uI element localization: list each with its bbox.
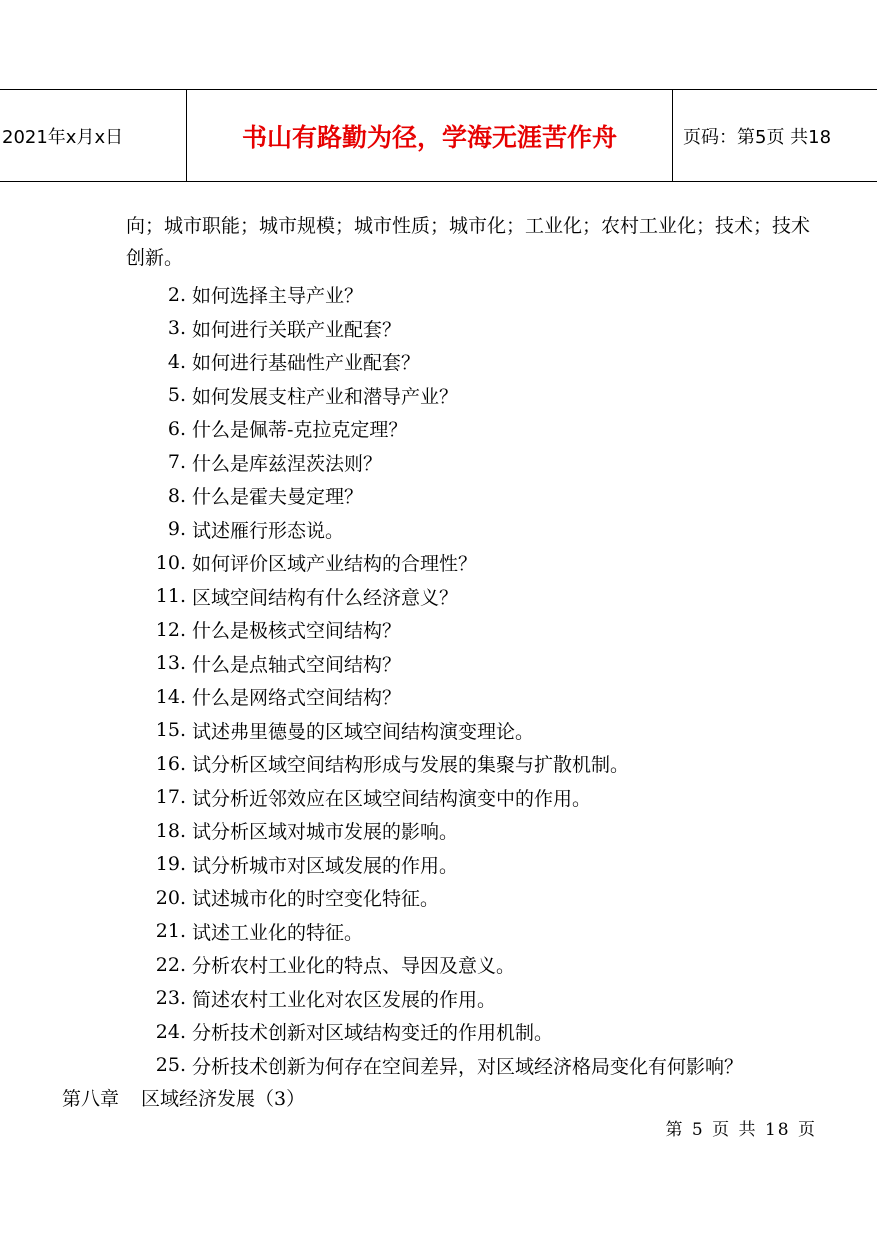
- question-item: [140, 1049, 830, 1083]
- question-item: [140, 915, 830, 949]
- question-text: 如何评价区域产业结构的合理性？: [192, 553, 478, 576]
- question-text: 简述农村工业化对农区发展的作用。: [192, 988, 497, 1011]
- question-number: 21.: [155, 920, 186, 943]
- question-item: [140, 412, 830, 446]
- question-text: 如何进行基础性产业配套？: [192, 352, 421, 375]
- question-text: 试述雁行形态说。: [192, 519, 345, 542]
- question-text: 试述城市化的时空变化特征。: [192, 888, 440, 911]
- question-text: 什么是极核式空间结构？: [192, 620, 402, 643]
- question-number: 16.: [155, 752, 186, 775]
- question-item: [140, 680, 830, 714]
- question-number: 20.: [155, 886, 186, 909]
- question-item: [140, 278, 830, 312]
- question-text: 试述工业化的特征。: [192, 921, 364, 944]
- question-number: 19.: [155, 853, 186, 876]
- question-text: 什么是网络式空间结构？: [192, 687, 402, 710]
- question-number: 25.: [155, 1054, 186, 1077]
- question-item: [140, 613, 830, 647]
- chapter-heading: [62, 1084, 305, 1111]
- question-number: 10.: [155, 551, 186, 574]
- question-text: 什么是佩蒂-克拉克定理？: [192, 419, 408, 442]
- question-item: [140, 881, 830, 915]
- question-text: 试述弗里德曼的区域空间结构演变理论。: [192, 720, 535, 743]
- header-page-number: 页码：第5页 共18: [683, 126, 832, 148]
- question-item: [140, 312, 830, 346]
- question-text: 如何选择主导产业？: [192, 285, 364, 308]
- question-text: 什么是库兹涅茨法则？: [192, 452, 383, 475]
- question-text: 分析农村工业化的特点、导因及意义。: [192, 955, 516, 978]
- question-item: [140, 781, 830, 815]
- question-text: 试分析近邻效应在区域空间结构演变中的作用。: [192, 787, 592, 810]
- question-text: 区域空间结构有什么经济意义？: [192, 586, 459, 609]
- question-number: 18.: [155, 819, 186, 842]
- header-motto: 书山有路勤为径，学海无涯苦作舟: [187, 90, 673, 181]
- question-item: [140, 546, 830, 580]
- question-number: 9.: [167, 518, 186, 541]
- question-list: [140, 278, 830, 1082]
- question-item: [140, 379, 830, 413]
- question-text: 试分析城市对区域发展的作用。: [192, 854, 459, 877]
- question-number: 11.: [155, 585, 186, 608]
- question-number: 22.: [155, 953, 186, 976]
- question-number: 12.: [155, 618, 186, 641]
- question-item: [140, 982, 830, 1016]
- question-text: 什么是霍夫曼定理？: [192, 486, 364, 509]
- question-number: 6.: [167, 417, 186, 440]
- question-text: 如何进行关联产业配套？: [192, 318, 402, 341]
- question-number: 15.: [155, 719, 186, 742]
- question-text: 试分析区域对城市发展的影响。: [192, 821, 459, 844]
- header-date: 2021年x月x日: [0, 90, 187, 181]
- question-number: 14.: [155, 685, 186, 708]
- question-text: 分析技术创新对区域结构变迁的作用机制。: [192, 1022, 554, 1045]
- question-number: 8.: [167, 484, 186, 507]
- continuation-paragraph: 向；城市职能；城市规模；城市性质；城市化；工业化；农村工业化；技术；技术创新。: [126, 215, 811, 269]
- chapter-title: 区域经济发展（3）: [141, 1088, 306, 1110]
- question-number: 24.: [155, 1020, 186, 1043]
- question-text: 分析技术创新为何存在空间差异，对区域经济格局变化有何影响？: [192, 1055, 744, 1078]
- question-text: 如何发展支柱产业和潜导产业？: [192, 385, 459, 408]
- chapter-label: 第八章: [62, 1088, 120, 1110]
- question-text: 什么是点轴式空间结构？: [192, 653, 402, 676]
- question-number: 13.: [155, 652, 186, 675]
- question-number: 4.: [167, 350, 186, 373]
- question-number: 7.: [167, 451, 186, 474]
- question-item: [140, 446, 830, 480]
- question-item: [140, 848, 830, 882]
- question-number: 23.: [155, 987, 186, 1010]
- page-header: [0, 89, 877, 182]
- page-footer: 第 5 页 共 18 页: [665, 1120, 817, 1140]
- question-item: [140, 1015, 830, 1049]
- question-item: [140, 345, 830, 379]
- question-item: [140, 647, 830, 681]
- question-item: [140, 747, 830, 781]
- question-text: 试分析区域空间结构形成与发展的集聚与扩散机制。: [192, 754, 630, 777]
- question-number: 5.: [167, 384, 186, 407]
- question-number: 2.: [167, 283, 186, 306]
- question-item: [140, 479, 830, 513]
- question-item: [140, 948, 830, 982]
- question-number: 17.: [155, 786, 186, 809]
- question-item: [140, 814, 830, 848]
- question-item: [140, 580, 830, 614]
- question-item: [140, 513, 830, 547]
- question-number: 3.: [167, 317, 186, 340]
- question-item: [140, 714, 830, 748]
